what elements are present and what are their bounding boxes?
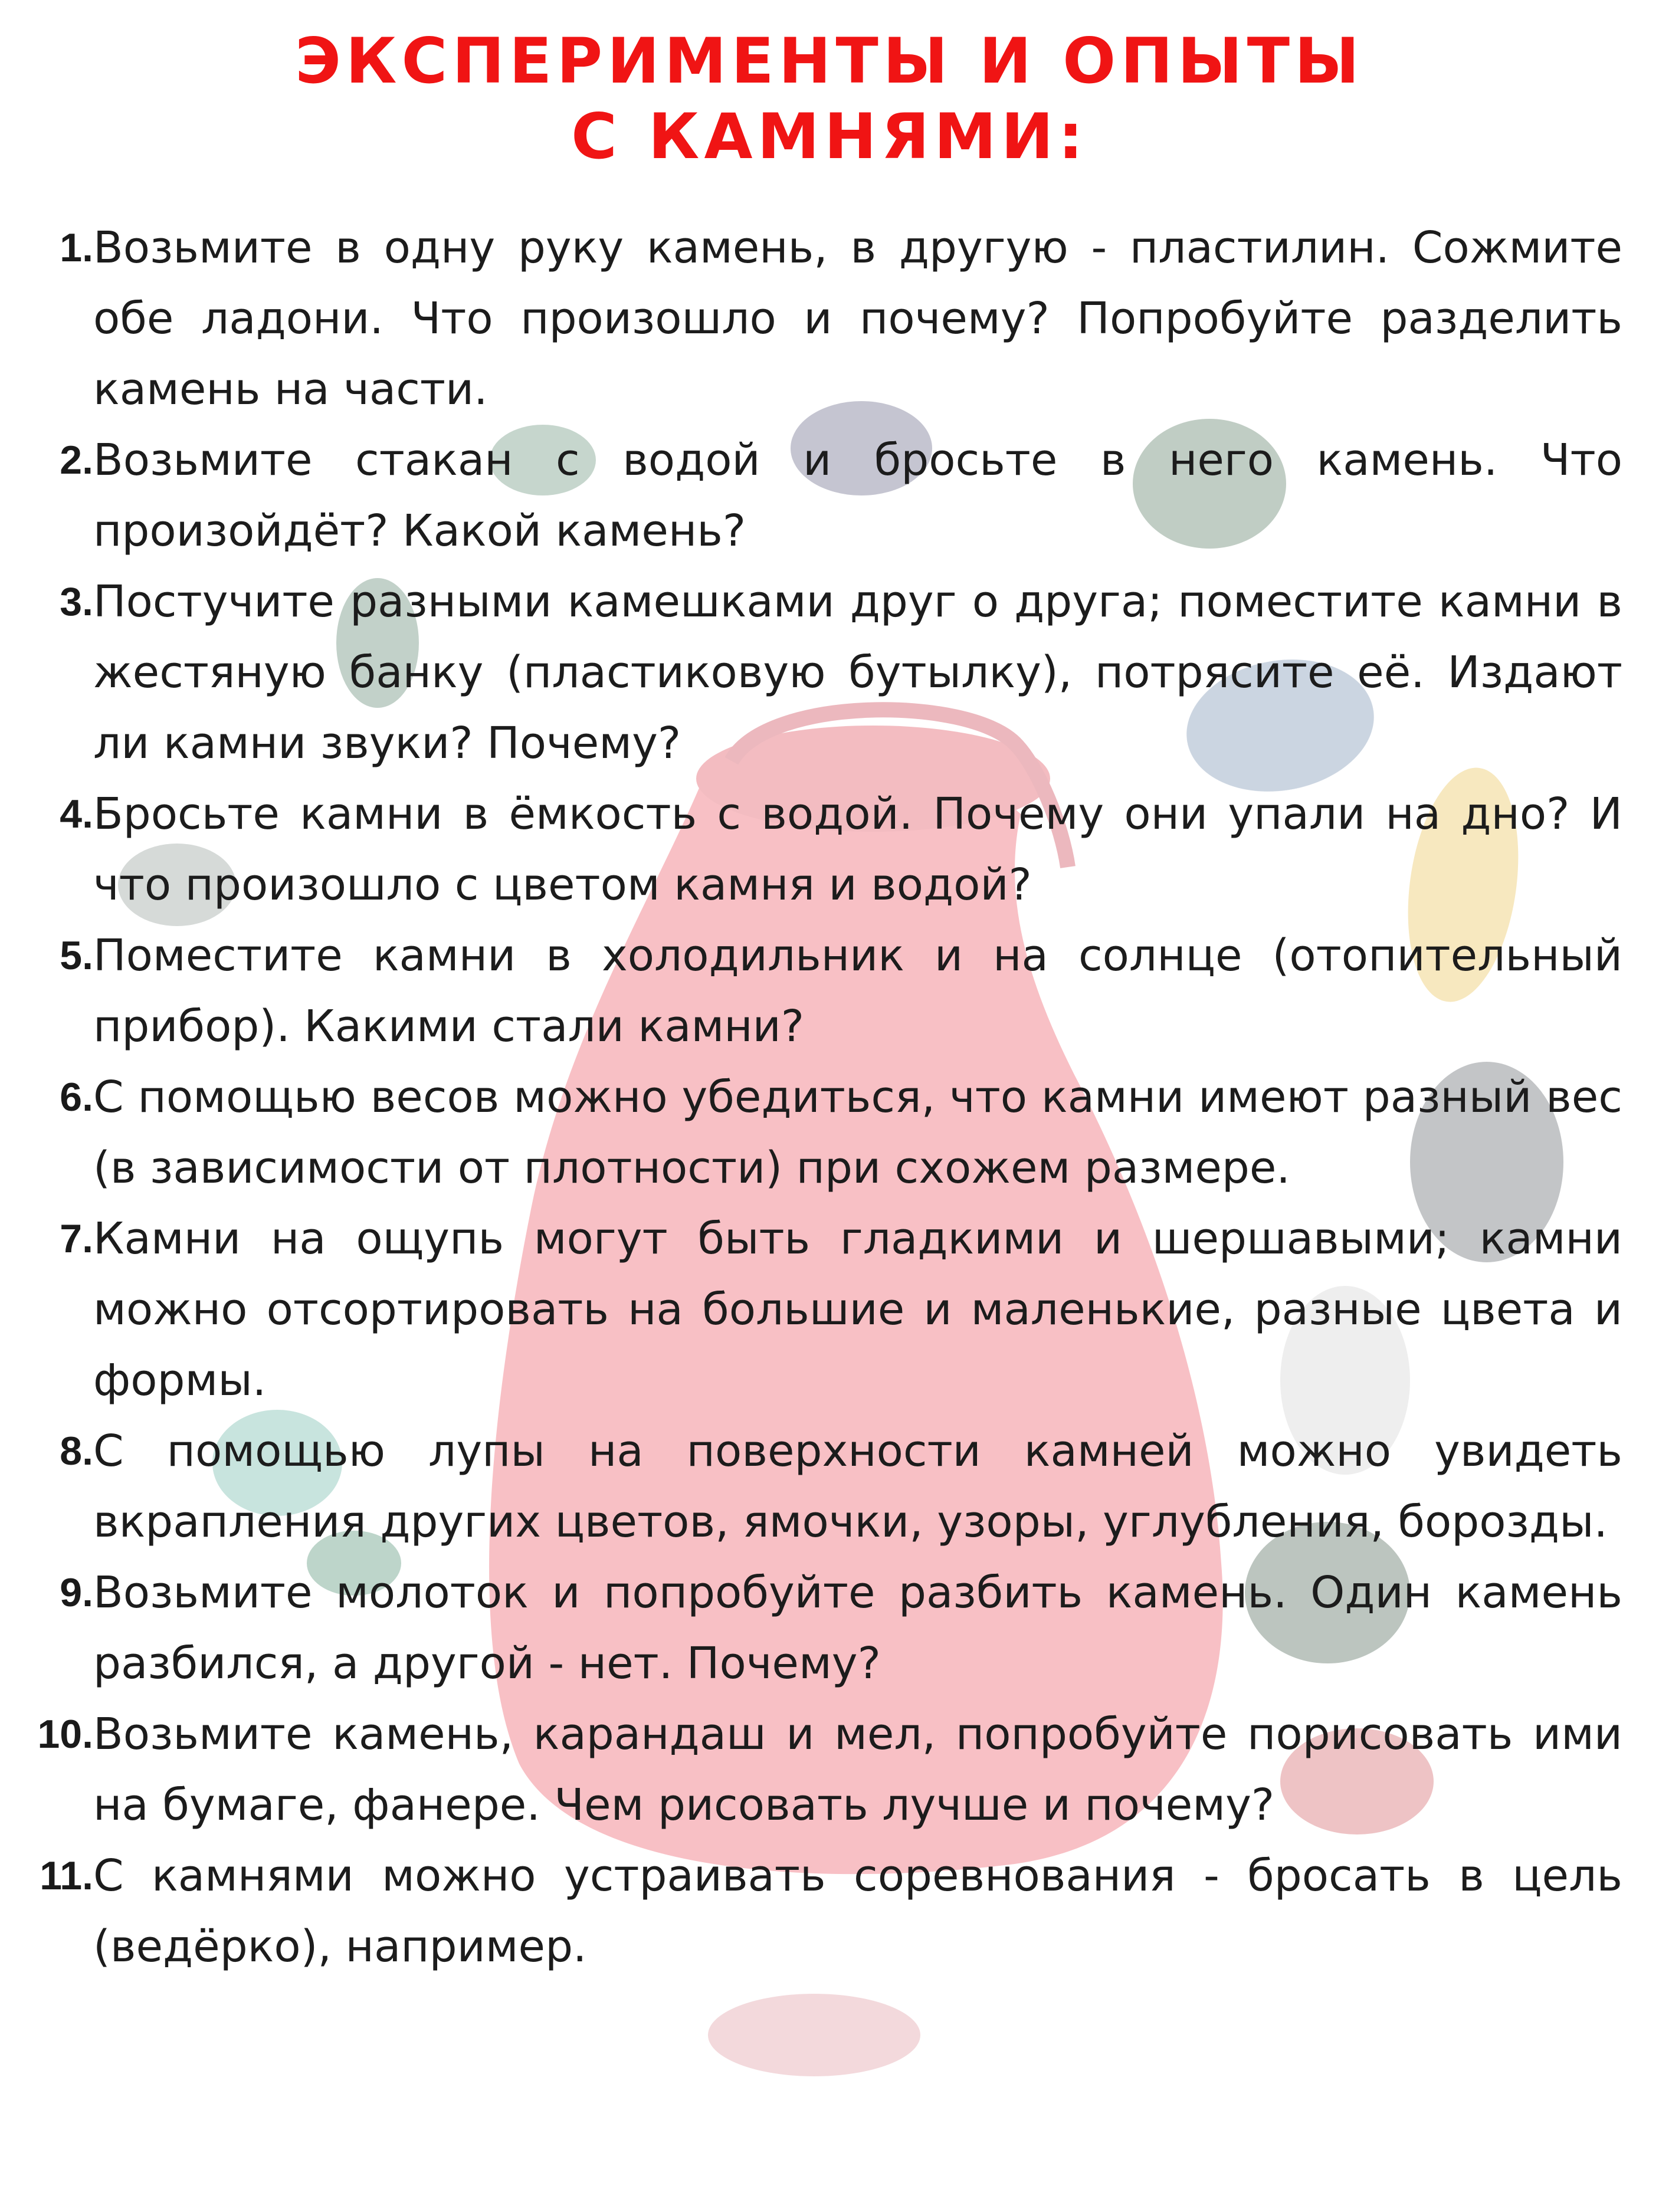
item-number: 10.: [37, 1712, 93, 1757]
list-item: [24, 212, 1622, 425]
item-text: Возьмите стакан с водой и бросьте в него камень. Что произойдёт? Какой камень?: [93, 435, 1622, 556]
title-line-2: С КАМНЯМИ:: [571, 100, 1088, 173]
stone-pink: [708, 1994, 920, 2076]
list-item: [24, 1203, 1622, 1416]
item-number: 8.: [60, 1429, 93, 1473]
list-item: [24, 1557, 1622, 1699]
list-item: [24, 1062, 1622, 1203]
item-number: 7.: [60, 1216, 93, 1261]
list-item: [24, 566, 1622, 779]
list-item: [24, 1840, 1622, 1982]
item-text: Бросьте камни в ёмкость с водой. Почему они упали на дно? И что произошло с цветом камня и водой?: [93, 789, 1622, 910]
item-text: С камнями можно устраивать соревнования - бросать в цель (ведёрко), например.: [93, 1850, 1622, 1972]
item-number: 9.: [60, 1570, 93, 1615]
item-number: 11.: [40, 1853, 93, 1898]
list-item: [24, 425, 1622, 566]
item-text: С помощью весов можно убедиться, что камни имеют разный вес (в зависимости от плотности) при схожем размере.: [93, 1072, 1622, 1193]
title-line-1: ЭКСПЕРИМЕНТЫ И ОПЫТЫ: [295, 25, 1364, 97]
item-number: 5.: [60, 933, 93, 978]
item-text: Постучите разными камешками друг о друга; поместите камни в жестяную банку (пластиковую бутылку), потрясите её. Издают ли камни звуки? Почему?: [93, 576, 1622, 769]
item-number: 6.: [60, 1075, 93, 1120]
item-number: 2.: [60, 438, 93, 483]
item-text: Возьмите молоток и попробуйте разбить камень. Один камень разбился, а другой - нет. Почему?: [93, 1567, 1622, 1689]
list-item: [24, 920, 1622, 1062]
list-item: [24, 1416, 1622, 1557]
item-text: Поместите камни в холодильник и на солнце (отопительный прибор). Какими стали камни?: [93, 930, 1622, 1052]
item-number: 1.: [60, 225, 93, 270]
item-text: С помощью лупы на поверхности камней можно увидеть вкрапления других цветов, ямочки, узоры, углубления, борозды.: [93, 1426, 1622, 1547]
item-text: Возьмите камень, карандаш и мел, попробуйте порисовать ими на бумаге, фанере. Чем рисовать лучше и почему?: [93, 1709, 1622, 1830]
item-text: Возьмите в одну руку камень, в другую - пластилин. Сожмите обе ладони. Что произошло и почему? Попробуйте разделить камень на части.: [93, 222, 1622, 415]
page-title: [0, 24, 1659, 175]
item-text: Камни на ощупь могут быть гладкими и шершавыми; камни можно отсортировать на большие и маленькие, разные цвета и формы.: [93, 1213, 1622, 1406]
list-item: [24, 1699, 1622, 1840]
list-item: [24, 779, 1622, 920]
experiments-list: [24, 212, 1622, 1982]
item-number: 3.: [60, 579, 93, 624]
item-number: 4.: [60, 792, 93, 836]
